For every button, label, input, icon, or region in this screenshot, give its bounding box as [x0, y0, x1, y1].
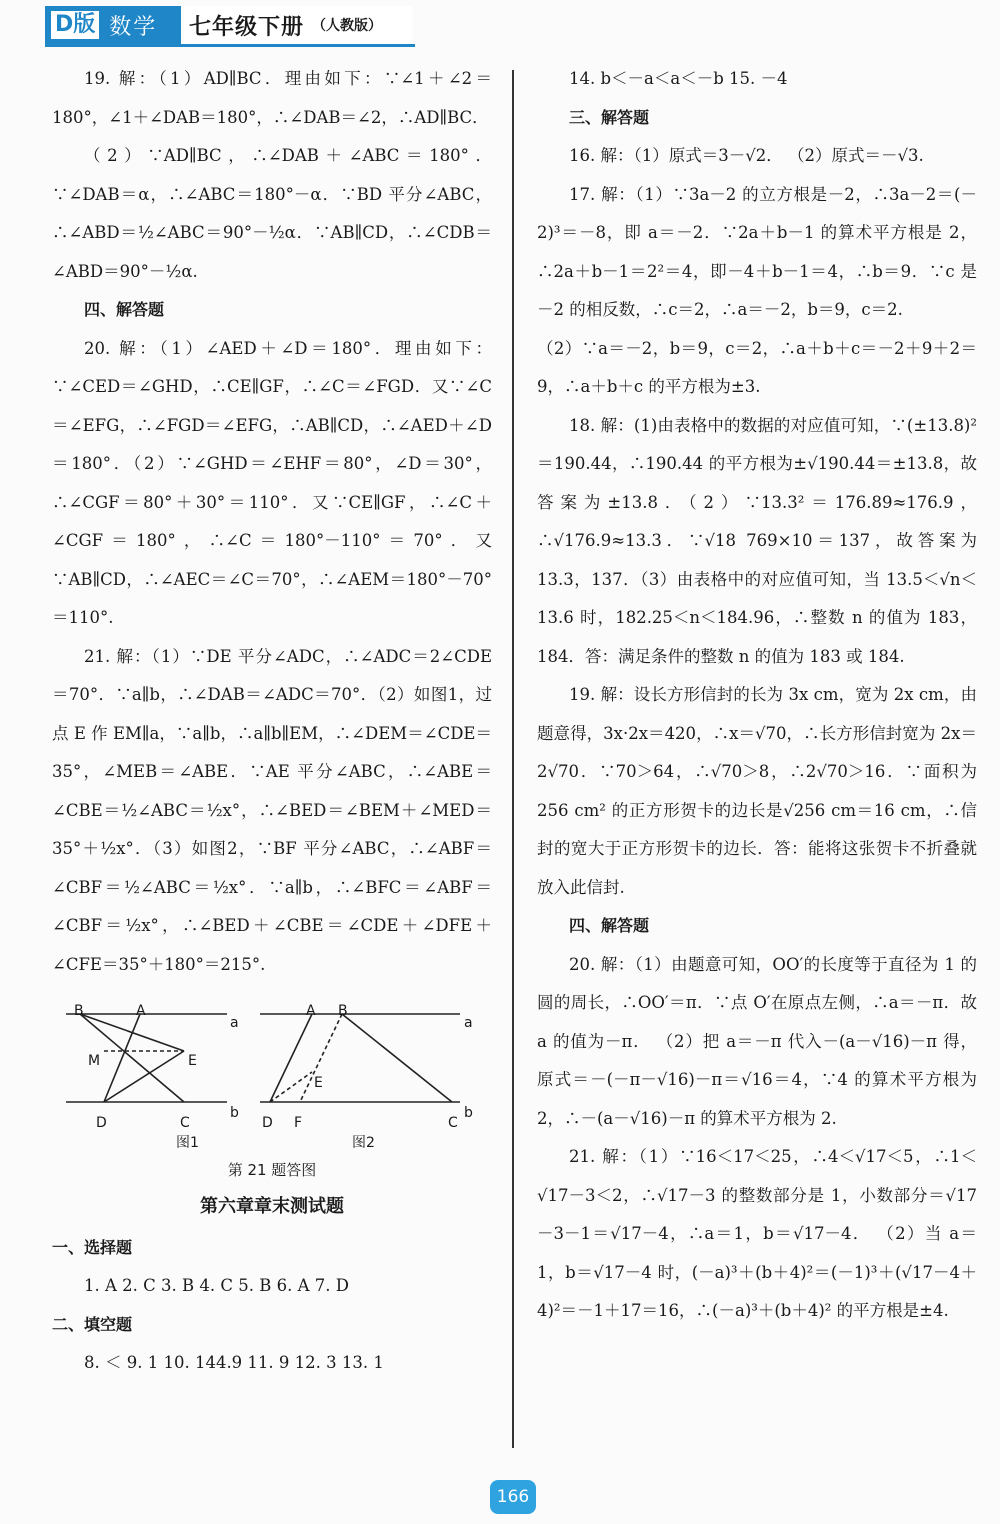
fig2-caption: 图2 — [352, 1135, 375, 1151]
edition-label: D版 — [51, 11, 99, 39]
label-E2: E — [314, 1075, 323, 1091]
label-A1: A — [136, 1003, 146, 1019]
choice-answers: 1. A 2. C 3. B 4. C 5. B 6. A 7. D — [84, 1276, 349, 1295]
figure-caption: 第 21 题答图 — [227, 1161, 317, 1179]
label-D1: D — [96, 1115, 107, 1131]
section-heading-1: 一、选择题 — [52, 1237, 133, 1257]
figure-21 — [52, 984, 492, 1154]
answer-16: 16. 解：（1）原式＝3－√2． （2）原式＝－√3. — [569, 146, 924, 165]
section-heading-2: 二、填空题 — [52, 1314, 133, 1334]
section-heading-4: 四、解答题 — [84, 300, 165, 319]
label-b2: b — [464, 1105, 473, 1121]
answer-19-right: 19. 解：设长方形信封的长为 3x cm，宽为 2x cm，由题意得，3x·2x＝420，∴x＝√70，∴长方形信封宽为 2x＝2√70．∵70＞64，∴√70＞8，∴2√70＞16．∵面积为 256 cm² 的正方形贺卡的边长是√256 cm＝16 cm，∴信封的宽大于正方形贺卡的边长．答：能将这张贺卡不折叠就放入此信封. — [537, 685, 977, 897]
label-B1: B — [74, 1003, 84, 1019]
left-column — [52, 60, 492, 1383]
label-F2: F — [294, 1115, 303, 1131]
answer-19: 19. 解：（1）AD∥BC．理由如下：∵∠1＋∠2＝180°，∠1＋∠DAB＝180°，∴∠DAB＝∠2，∴AD∥BC． — [52, 69, 492, 127]
label-M1: M — [88, 1053, 101, 1069]
answer-20: 20. 解：（1）∠AED＋∠D＝180°．理由如下：∵∠CED＝∠GHD，∴CE∥GF，∴∠C＝∠FGD．又∵∠C＝∠EFG，∴∠FGD＝∠EFG，∴AB∥CD，∴∠AED＋∠D＝180°．（2）∵∠GHD＝∠EHF＝80°，∠D＝30°，∴∠CGF＝80°＋30°＝110°．又∵CE∥GF，∴∠C＋∠CGF＝180°，∴∠C＝180°－110°＝70°．又∵AB∥CD，∴∠AEC＝∠C＝70°，∴∠AEM＝180°－70°＝110°. — [52, 338, 492, 627]
label-C1: C — [180, 1115, 190, 1131]
label-A2: A — [306, 1003, 316, 1019]
answer-17: 17. 解：（1）∵3a－2 的立方根是－2，∴3a－2＝(－2)³＝－8，即 a＝－2．∵2a＋b－1 的算术平方根是 2，∴2a＋b－1＝2²＝4，即－4＋b－1＝4，∴b＝9．∵c 是－2 的相反数，∴c＝2，∴a＝－2，b＝9，c＝2. — [537, 184, 977, 319]
answer-20-right: 20. 解：（1）由题意可知，OO′的长度等于直径为 1 的圆的周长，∴OO′＝π．∵点 O′在原点左侧，∴a＝－π．故 a 的值为－π． （2）把 a＝－π 代入－(a－√16)－π 得，原式＝－(－π－√16)－π＝√16＝4，∵4 的算术平方根为 2，∴－(a－√16)－π 的算术平方根为 2. — [537, 954, 977, 1128]
header-rule — [45, 44, 415, 47]
label-D2: D — [262, 1115, 273, 1131]
column-divider — [512, 70, 514, 1448]
answer-21: 21. 解：（1）∵DE 平分∠ADC，∴∠ADC＝2∠CDE＝70°．∵a∥b，∴∠DAB＝∠ADC＝70°．（2）如图1，过点 E 作 EM∥a，∵a∥b，∴a∥b∥EM，∴∠DEM＝∠CDE＝35°，∠MEB＝∠ABE．∵AE 平分∠ABC，∴∠ABE＝∠CBE＝½∠ABC＝½x°，∴∠BED＝∠BEM＋∠MED＝35°＋½x°．（3）如图2，∵BF 平分∠ABC，∴∠ABF＝∠CBF＝½∠ABC＝½x°．∵a∥b，∴∠BFC＝∠ABF＝∠CBF＝½x°，∴∠BED＋∠CBE＝∠CDE＋∠DFE＋∠CFE＝35°＋180°＝215°. — [52, 646, 492, 974]
section-heading-4-right: 四、解答题 — [569, 916, 650, 935]
label-a1: a — [230, 1015, 239, 1031]
fill-answers: 8. ＜ 9. 1 10. 144.9 11. 9 12. 3 13. 1 — [84, 1353, 384, 1372]
page-number: 166 — [490, 1480, 536, 1514]
label-E1: E — [188, 1053, 197, 1069]
fig1-caption: 图1 — [176, 1135, 199, 1151]
section-heading-3: 三、解答题 — [569, 107, 650, 127]
page-header — [0, 0, 1000, 60]
press-label: （人教版） — [312, 18, 383, 34]
answer-19-part2: （2）∵AD∥BC，∴∠DAB＋∠ABC＝180°．∵∠DAB＝α，∴∠ABC＝180°－α．∵BD 平分∠ABC，∴∠ABD＝½∠ABC＝90°－½α．∵AB∥CD，∴∠CDB＝∠ABD＝90°－½α. — [52, 146, 492, 281]
answer-18: 18. 解：(1)由表格中的数据的对应值可知，∵(±13.8)²＝190.44，∴190.44 的平方根为±√190.44＝±13.8，故答案为±13.8．（2）∵13.3²＝176.89≈176.9，∴√176.9≈13.3．∵√18 769×10＝137，故答案为 13.3，137．（3）由表格中的对应值可知，当 13.5＜√n＜13.6 时，182.25＜n＜184.96，∴整数 n 的值为 183，184．答：满足条件的整数 n 的值为 183 或 184. — [537, 415, 977, 666]
label-a2: a — [464, 1015, 473, 1031]
answer-14-15: 14. b＜－a＜a＜－b 15. －4 — [569, 69, 788, 88]
answer-17-part2: （2）∵a＝－2，b＝9，c＝2，∴a＋b＋c＝－2＋9＋2＝9，∴a＋b＋c 的平方根为±3. — [537, 338, 977, 396]
edition-badge — [45, 6, 181, 44]
label-B2: B — [338, 1003, 348, 1019]
label-b1: b — [230, 1105, 239, 1121]
label-C2: C — [448, 1115, 458, 1131]
chapter-title: 第六章章末测试题 — [200, 1196, 344, 1217]
answer-21-right: 21. 解：（1）∵16＜17＜25，∴4＜√17＜5，∴1＜√17－3＜2，∴√17－3 的整数部分是 1，小数部分＝√17－3－1＝√17－4，∴a＝1，b＝√17－4． （2）当 a＝1，b＝√17－4 时，(－a)³＋(b＋4)²＝(－1)³＋(√17－4＋4)²＝－1＋17＝16，∴(－a)³＋(b＋4)² 的平方根是±4. — [537, 1147, 977, 1320]
grade-label: 七年级下册 — [189, 14, 305, 40]
right-column — [537, 60, 977, 1331]
book-title — [181, 6, 413, 47]
subject-label: 数学 — [109, 14, 158, 40]
